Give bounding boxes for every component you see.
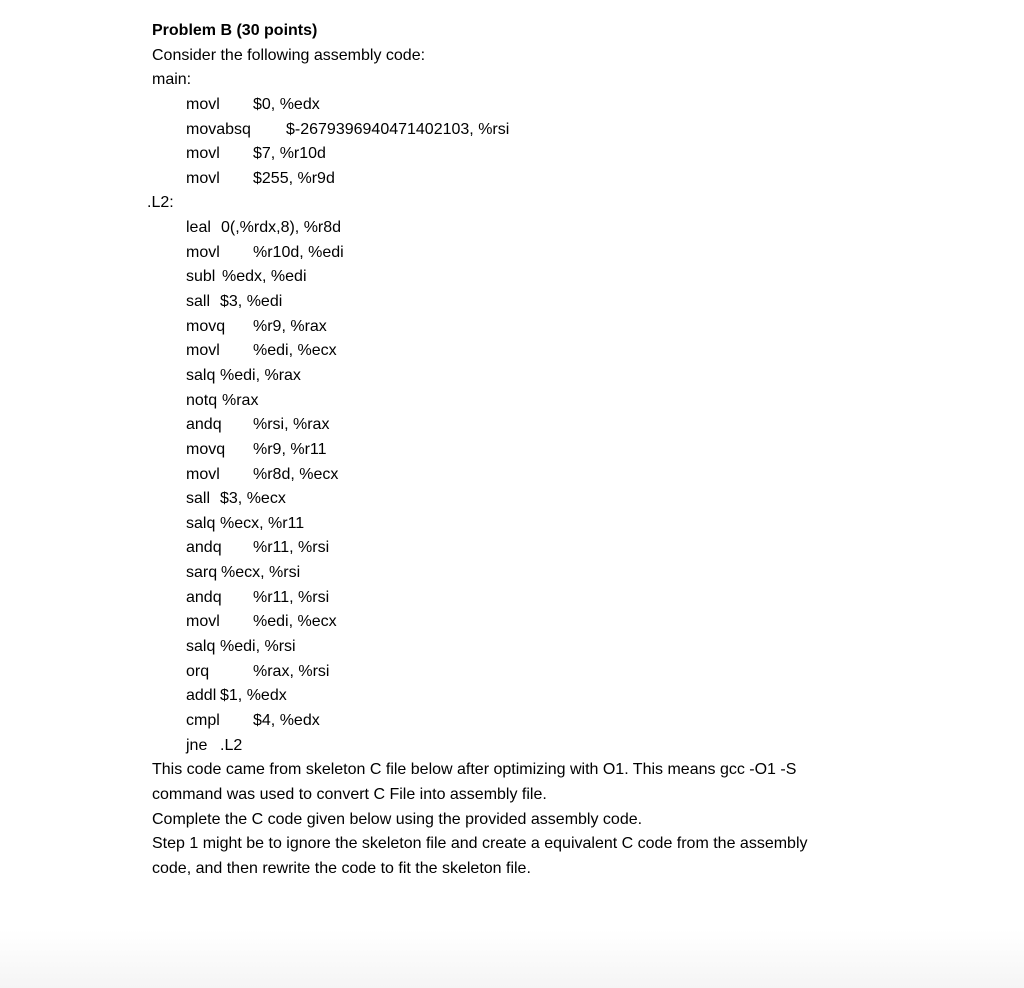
assembly-line: [152, 142, 912, 167]
assembly-operands: $-2679396940471402103, %rsi: [286, 120, 510, 138]
description-line: command was used to convert C File into assembly file.: [152, 785, 547, 803]
assembly-opcode: salq: [186, 366, 216, 384]
assembly-line: [152, 684, 912, 709]
assembly-operands: $255, %r9d: [253, 169, 335, 187]
assembly-opcode: leal: [186, 219, 211, 237]
description-line: Step 1 might be to ignore the skeleton file and create a equivalent C code from the assembly: [152, 835, 808, 853]
assembly-opcode: sall: [186, 293, 211, 311]
assembly-opcode: salq: [186, 514, 216, 532]
assembly-line: [152, 561, 912, 586]
problem-document: [147, 19, 912, 881]
assembly-opcode: salq: [186, 638, 216, 656]
assembly-l2-block: [152, 216, 912, 758]
assembly-operands: %edi, %ecx: [253, 613, 337, 631]
assembly-line: [152, 389, 912, 414]
assembly-opcode: sall: [186, 490, 211, 508]
l2-label: .L2:: [147, 194, 174, 212]
assembly-line: [152, 709, 912, 734]
assembly-operands: %rax, %rsi: [253, 662, 330, 680]
assembly-line: [152, 586, 912, 611]
problem-description: [152, 758, 912, 881]
assembly-opcode: cmpl: [186, 711, 220, 729]
description-line: code, and then rewrite the code to fit the skeleton file.: [152, 859, 531, 877]
assembly-operands: $7, %r10d: [253, 145, 326, 163]
assembly-operands: %rsi, %rax: [253, 416, 330, 434]
assembly-line: [152, 167, 912, 192]
assembly-line: [152, 660, 912, 685]
assembly-opcode: movl: [186, 169, 220, 187]
assembly-line: [152, 438, 912, 463]
assembly-opcode: movl: [186, 613, 220, 631]
assembly-operands: %edx, %edi: [222, 268, 307, 286]
assembly-opcode: subl: [186, 268, 216, 286]
assembly-opcode: andq: [186, 588, 222, 606]
assembly-operands: 0(,%rdx,8), %r8d: [221, 219, 342, 237]
assembly-operands: $1, %edx: [220, 687, 287, 705]
assembly-operands: %edi, %rsi: [220, 638, 296, 656]
assembly-line: [152, 413, 912, 438]
problem-title: Problem B (30 points): [152, 22, 318, 39]
assembly-opcode: orq: [186, 662, 210, 680]
assembly-line: [152, 364, 912, 389]
assembly-opcode: movl: [186, 465, 220, 483]
page-bottom-shade: [0, 930, 1024, 988]
assembly-line: [152, 610, 912, 635]
assembly-line: [152, 536, 912, 561]
assembly-opcode: movq: [186, 317, 226, 335]
assembly-line: [152, 241, 912, 266]
assembly-line: [152, 463, 912, 488]
assembly-opcode: andq: [186, 416, 222, 434]
assembly-operands: %r9, %rax: [253, 317, 327, 335]
assembly-operands: $0, %edx: [253, 95, 320, 113]
assembly-operands: $3, %ecx: [220, 490, 286, 508]
assembly-line: [152, 118, 912, 143]
assembly-opcode: addl: [186, 687, 217, 705]
assembly-opcode: movl: [186, 145, 220, 163]
assembly-line: [152, 265, 912, 290]
assembly-operands: $4, %edx: [253, 711, 320, 729]
assembly-operands: %ecx, %r11: [220, 514, 305, 532]
assembly-operands: %ecx, %rsi: [221, 564, 301, 582]
assembly-opcode: movl: [186, 243, 220, 261]
assembly-opcode: jne: [186, 736, 208, 754]
description-line: Complete the C code given below using the provided assembly code.: [152, 810, 643, 828]
assembly-opcode: sarq: [186, 564, 218, 582]
assembly-line: [152, 635, 912, 660]
assembly-line: [152, 315, 912, 340]
assembly-opcode: andq: [186, 539, 222, 557]
assembly-opcode: movabsq: [186, 120, 251, 138]
assembly-opcode: movq: [186, 440, 226, 458]
assembly-operands: %r10d, %edi: [253, 243, 344, 261]
assembly-operands: %r9, %r11: [253, 440, 327, 458]
problem-intro: Consider the following assembly code:: [152, 46, 426, 64]
assembly-opcode: movl: [186, 95, 220, 113]
assembly-main-block: [152, 93, 912, 192]
assembly-operands: %r11, %rsi: [253, 588, 330, 606]
assembly-line: [152, 93, 912, 118]
assembly-operands: %edi, %rax: [220, 366, 301, 384]
main-label: main:: [152, 71, 192, 89]
assembly-operands: $3, %edi: [220, 293, 283, 311]
assembly-operands: .L2: [220, 736, 243, 754]
assembly-line: [152, 290, 912, 315]
assembly-line: [152, 216, 912, 241]
assembly-operands: %edi, %ecx: [253, 342, 337, 360]
assembly-opcode: notq: [186, 391, 218, 409]
assembly-operands: %rax: [222, 391, 259, 409]
assembly-line: [152, 339, 912, 364]
assembly-operands: %r8d, %ecx: [253, 465, 339, 483]
assembly-line: [152, 512, 912, 537]
assembly-line: [152, 734, 912, 759]
assembly-operands: %r11, %rsi: [253, 539, 330, 557]
assembly-line: [152, 487, 912, 512]
assembly-opcode: movl: [186, 342, 220, 360]
description-line: This code came from skeleton C file below after optimizing with O1. This means gcc -O1 -S: [152, 761, 797, 779]
